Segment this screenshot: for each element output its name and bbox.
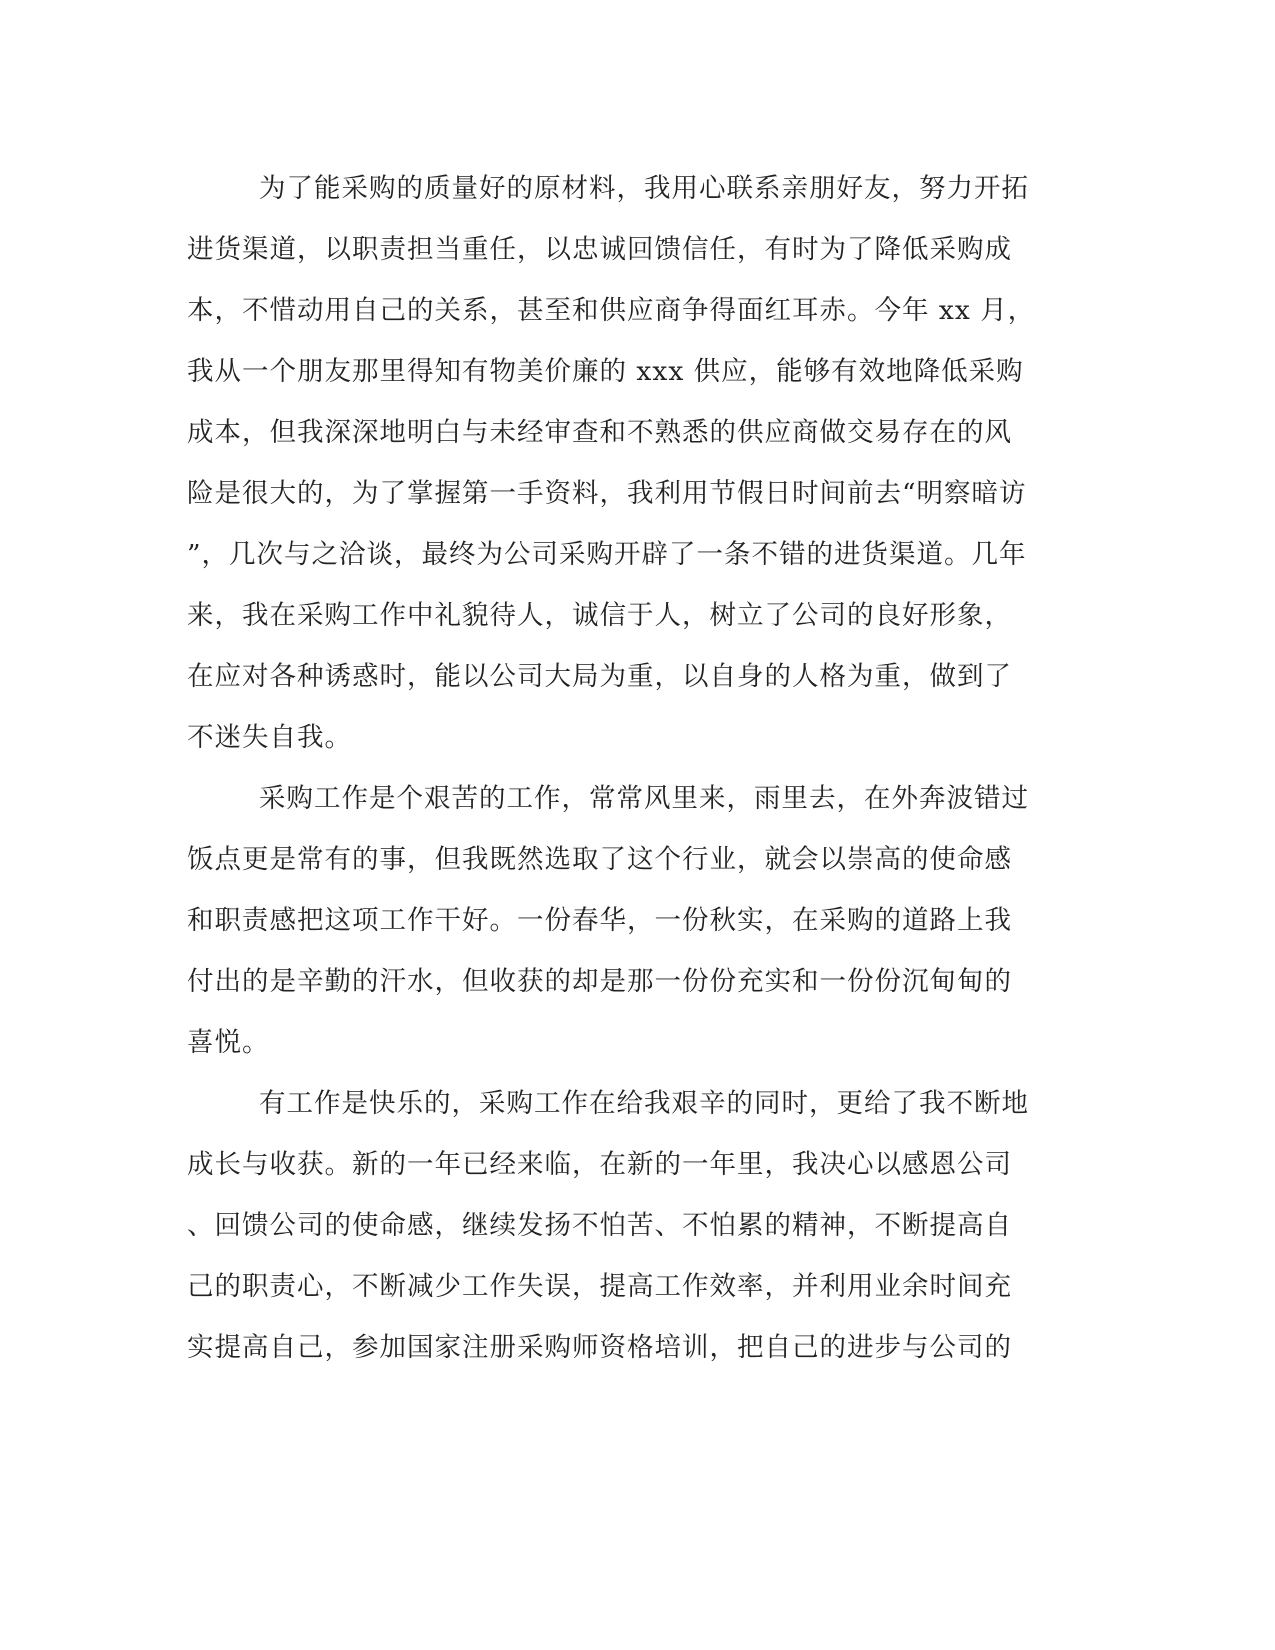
paragraph-line: 本，不惜动用自己的关系，甚至和供应商争得面红耳赤。今年 xx 月， [187,295,1036,326]
paragraph-line: ”，几次与之洽谈，最终为公司采购开辟了一条不错的进货渠道。几年 [187,539,1027,570]
paragraph-line: 为了能采购的质量好的原材料，我用心联系亲朋好友，努力开拓 [259,173,1029,204]
paragraph-line: 险是很大的，为了掌握第一手资料，我利用节假日时间前去“明察暗访 [187,478,1027,509]
paragraph-line: 采购工作是个艰苦的工作，常常风里来，雨里去，在外奔波错过 [259,783,1029,814]
paragraph-line: 有工作是快乐的，采购工作在给我艰辛的同时，更给了我不断地 [259,1088,1029,1119]
paragraph-line: 、回馈公司的使命感，继续发扬不怕苦、不怕累的精神，不断提高自 [187,1210,1012,1241]
paragraph-1 [187,158,1067,768]
paragraph-2 [187,768,1067,1073]
paragraph-line: 喜悦。 [187,1027,270,1058]
paragraph-line: 来，我在采购工作中礼貌待人，诚信于人，树立了公司的良好形象， [187,600,1012,631]
paragraph-line: 我从一个朋友那里得知有物美价廉的 xxx 供应，能够有效地降低采购 [187,356,1024,387]
paragraph-line: 和职责感把这项工作干好。一份春华，一份秋实，在采购的道路上我 [187,905,1012,936]
paragraph-line: 进货渠道，以职责担当重任，以忠诚回馈信任，有时为了降低采购成 [187,234,1012,265]
paragraph-line: 实提高自己，参加国家注册采购师资格培训，把自己的进步与公司的 [187,1332,1012,1363]
paragraph-line: 在应对各种诱惑时，能以公司大局为重，以自身的人格为重，做到了 [187,661,1012,692]
paragraph-line: 己的职责心，不断减少工作失误，提高工作效率，并利用业余时间充 [187,1271,1012,1302]
paragraph-3 [187,1073,1067,1378]
paragraph-line: 付出的是辛勤的汗水，但收获的却是那一份份充实和一份份沉甸甸的 [187,966,1012,997]
paragraph-line: 饭点更是常有的事，但我既然选取了这个行业，就会以崇高的使命感 [187,844,1012,875]
paragraph-line: 成长与收获。新的一年已经来临，在新的一年里，我决心以感恩公司 [187,1149,1012,1180]
paragraph-line: 成本，但我深深地明白与未经审查和不熟悉的供应商做交易存在的风 [187,417,1012,448]
document-body [187,158,1067,1378]
paragraph-line: 不迷失自我。 [187,722,352,753]
